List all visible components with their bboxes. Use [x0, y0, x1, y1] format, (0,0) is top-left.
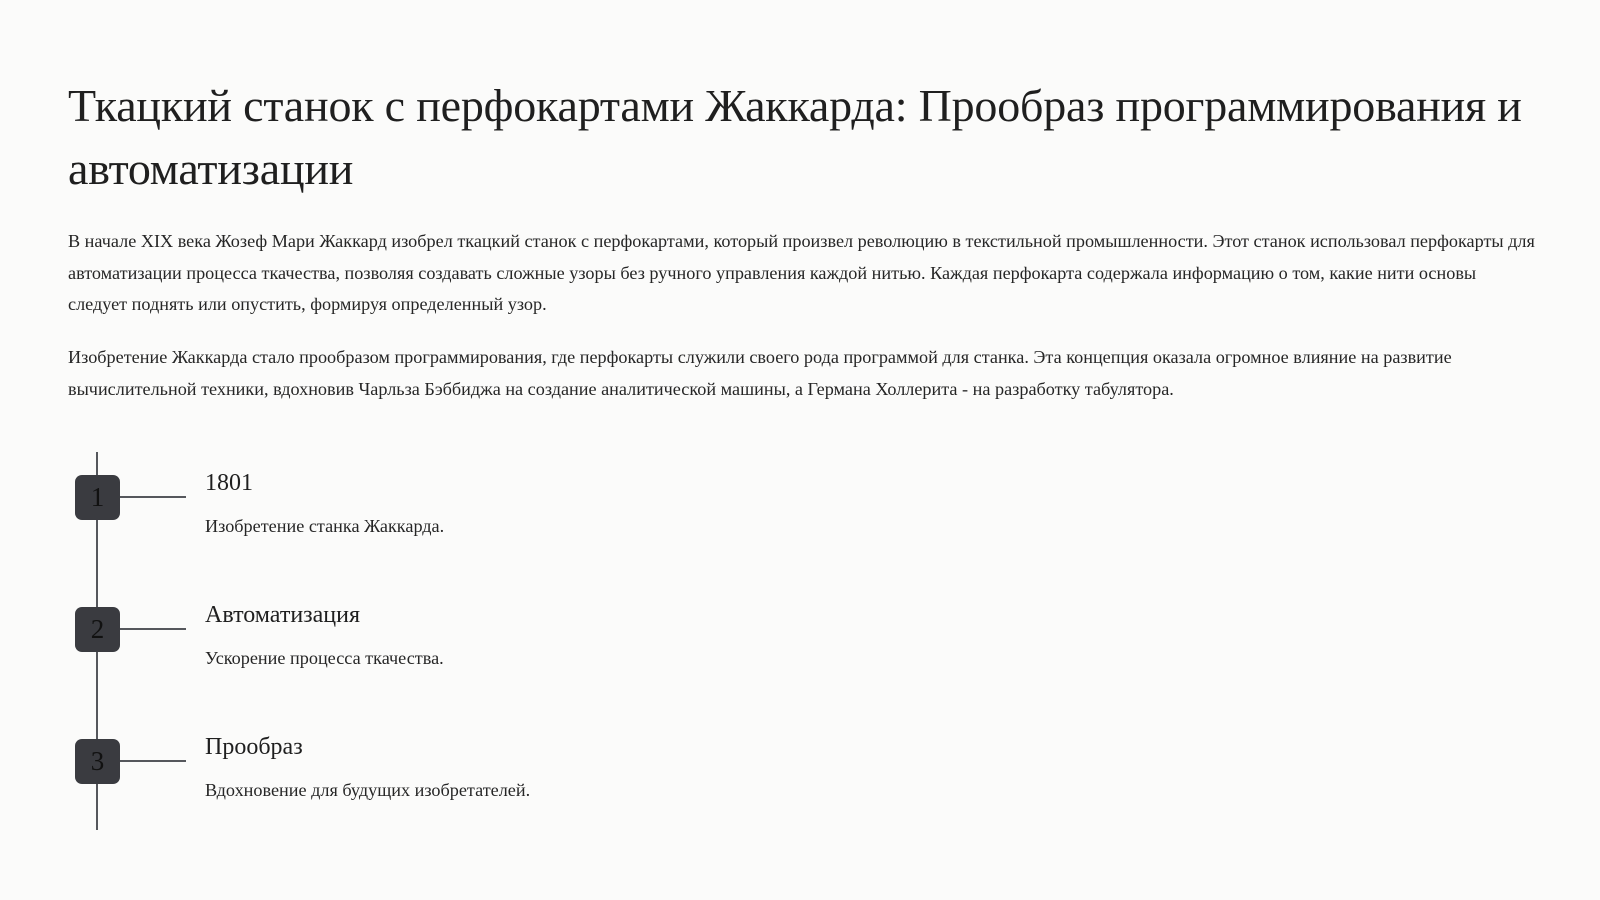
- timeline-item: [0, 602, 900, 707]
- step-number-badge: 1: [75, 475, 120, 520]
- step-connector-line: [120, 628, 186, 630]
- intro-paragraph: В начале XIX века Жозеф Мари Жаккард изобрел ткацкий станок с перфокартами, который произвел революцию в текстильной промышленности. Этот станок использовал перфокарты для автоматизации процесса ткачества, позволяя создавать сложные узоры без ручного управления каждой нитью. Каждая перфокарта содержала информацию о том, какие нити основы следует поднять или опустить, формируя определенный узор.: [68, 231, 1535, 314]
- step-heading: Прообраз: [205, 734, 303, 760]
- step-heading: Автоматизация: [205, 602, 361, 628]
- step-heading: 1801: [205, 470, 253, 496]
- step-number-badge: 2: [75, 607, 120, 652]
- page-title: Ткацкий станок с перфокартами Жаккарда: Прообраз программирования и автоматизации: [68, 80, 1522, 194]
- step-description: Изобретение станка Жаккарда.: [205, 516, 445, 536]
- step-connector-line: [120, 760, 186, 762]
- intro-paragraph: Изобретение Жаккарда стало прообразом программирования, где перфокарты служили своего рода программой для станка. Эта концепция оказала огромное влияние на развитие вычислительной техники, вдохновив Чарльза Бэббиджа на создание аналитической машины, а Германа Холлерита - на разработку табулятора.: [68, 347, 1452, 399]
- timeline-item: [0, 470, 900, 575]
- step-connector-line: [120, 496, 186, 498]
- step-description: Ускорение процесса ткачества.: [205, 648, 444, 668]
- timeline-item: [0, 734, 900, 839]
- step-description: Вдохновение для будущих изобретателей.: [205, 780, 531, 800]
- step-number-badge: 3: [75, 739, 120, 784]
